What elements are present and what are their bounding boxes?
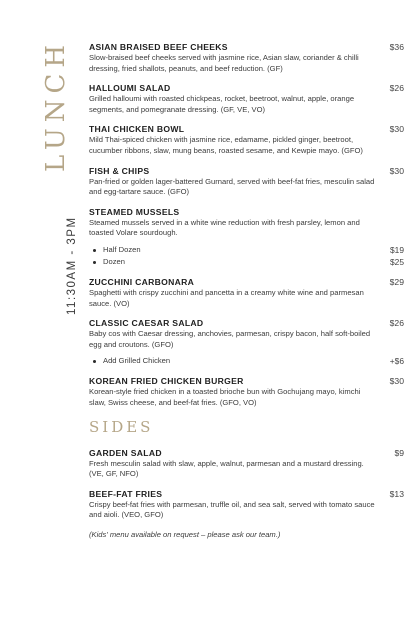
item-price: $30 — [389, 124, 404, 135]
option-label: Half Dozen — [103, 244, 141, 254]
item-description: Fresh mesculin salad with slaw, apple, walnut, parmesan and a mustard dressing. (VE, GF, NFO) — [89, 458, 364, 479]
item-name: ZUCCHINI CARBONARA — [89, 276, 195, 287]
menu-item — [89, 42, 404, 74]
item-price: $13 — [389, 488, 404, 499]
item-price: $29 — [389, 276, 404, 287]
item-price: $26 — [389, 83, 404, 94]
option-item — [89, 244, 404, 256]
option-label: Dozen — [103, 256, 125, 266]
item-name: FISH & CHIPS — [89, 165, 150, 176]
lunch-hours: 11:30AM - 3PM — [66, 216, 78, 315]
item-price: $36 — [389, 42, 404, 52]
sides-list — [89, 448, 404, 521]
option-label: Add Grilled Chicken — [103, 356, 171, 366]
item-description: Slow-braised beef cheeks served with jasmine rice, Asian slaw, coriander & chilli dressing, fried shallots, peanuts, and beef reduction. (GF) — [89, 53, 359, 73]
lunch-title: LUNCH — [41, 38, 71, 172]
item-name: GARDEN SALAD — [89, 447, 162, 458]
option-item — [89, 256, 404, 268]
item-price: $30 — [389, 165, 404, 176]
kids-note: (Kids' menu available on request – please ask our team.) — [89, 529, 281, 539]
item-price: $26 — [389, 318, 404, 329]
menu-item — [89, 207, 404, 268]
item-name: KOREAN FRIED CHICKEN BURGER — [89, 376, 244, 387]
menu-item — [89, 166, 404, 198]
item-name: STEAMED MUSSELS — [89, 206, 180, 217]
menu-item — [89, 83, 404, 115]
item-name: CLASSIC CAESAR SALAD — [89, 318, 204, 329]
menu-item — [89, 277, 404, 309]
option-list — [89, 355, 404, 367]
lunch-list — [89, 42, 404, 409]
menu-item — [89, 489, 404, 521]
item-name: THAI CHICKEN BOWL — [89, 124, 185, 135]
option-price: +$6 — [389, 356, 404, 367]
item-name: ASIAN BRAISED BEEF CHEEKS — [89, 42, 228, 52]
menu-item — [89, 124, 404, 156]
item-description: Grilled halloumi with roasted chickpeas, rocket, beetroot, walnut, apple, orange segments, and pomegranate dressing. (GF, VE, VO) — [89, 94, 355, 114]
option-price: $19 — [390, 244, 404, 255]
item-name: HALLOUMI SALAD — [89, 83, 171, 94]
item-price: $9 — [394, 447, 404, 458]
item-description: Crispy beef-fat fries with parmesan, truffle oil, and sea salt, served with tomato sauce and aioli. (VEO, GFO) — [89, 499, 375, 520]
item-description: Mild Thai-spiced chicken with jasmine rice, edamame, pickled ginger, beetroot, cucumber ribbons, slaw, mung beans, roasted sesame, and Kewpie mayo. (GFO) — [89, 135, 363, 155]
item-description: Spaghetti with crispy zucchini and pancetta in a creamy white wine and parmesan sauce. (VO) — [89, 287, 364, 308]
option-list — [89, 244, 404, 268]
item-description: Steamed mussels served in a white wine reduction with fresh parsley, lemon and toasted Volare sourdough. — [89, 217, 360, 238]
menu-item — [89, 448, 404, 480]
sides-heading: SIDES — [89, 417, 154, 436]
item-description: Korean-style fried chicken in a toasted brioche bun with Gochujang mayo, kimchi slaw, Swiss cheese, and beef-fat fries. (GFO, VO) — [89, 387, 361, 407]
item-price: $30 — [389, 376, 404, 387]
menu-item — [89, 376, 404, 408]
item-description: Pan-fried or golden lager-battered Gurnard, served with beef-fat fries, mesculin salad and egg-tartare sauce. (GFO) — [89, 176, 375, 197]
menu-content — [89, 42, 404, 539]
item-description: Baby cos with Caesar dressing, anchovies, parmesan, crispy bacon, half soft-boiled egg and croutons. (GFO) — [89, 329, 371, 349]
menu-item — [89, 318, 404, 367]
item-name: BEEF-FAT FRIES — [89, 488, 163, 499]
option-item — [89, 355, 404, 367]
side-title — [40, 38, 90, 315]
option-price: $25 — [390, 256, 404, 267]
